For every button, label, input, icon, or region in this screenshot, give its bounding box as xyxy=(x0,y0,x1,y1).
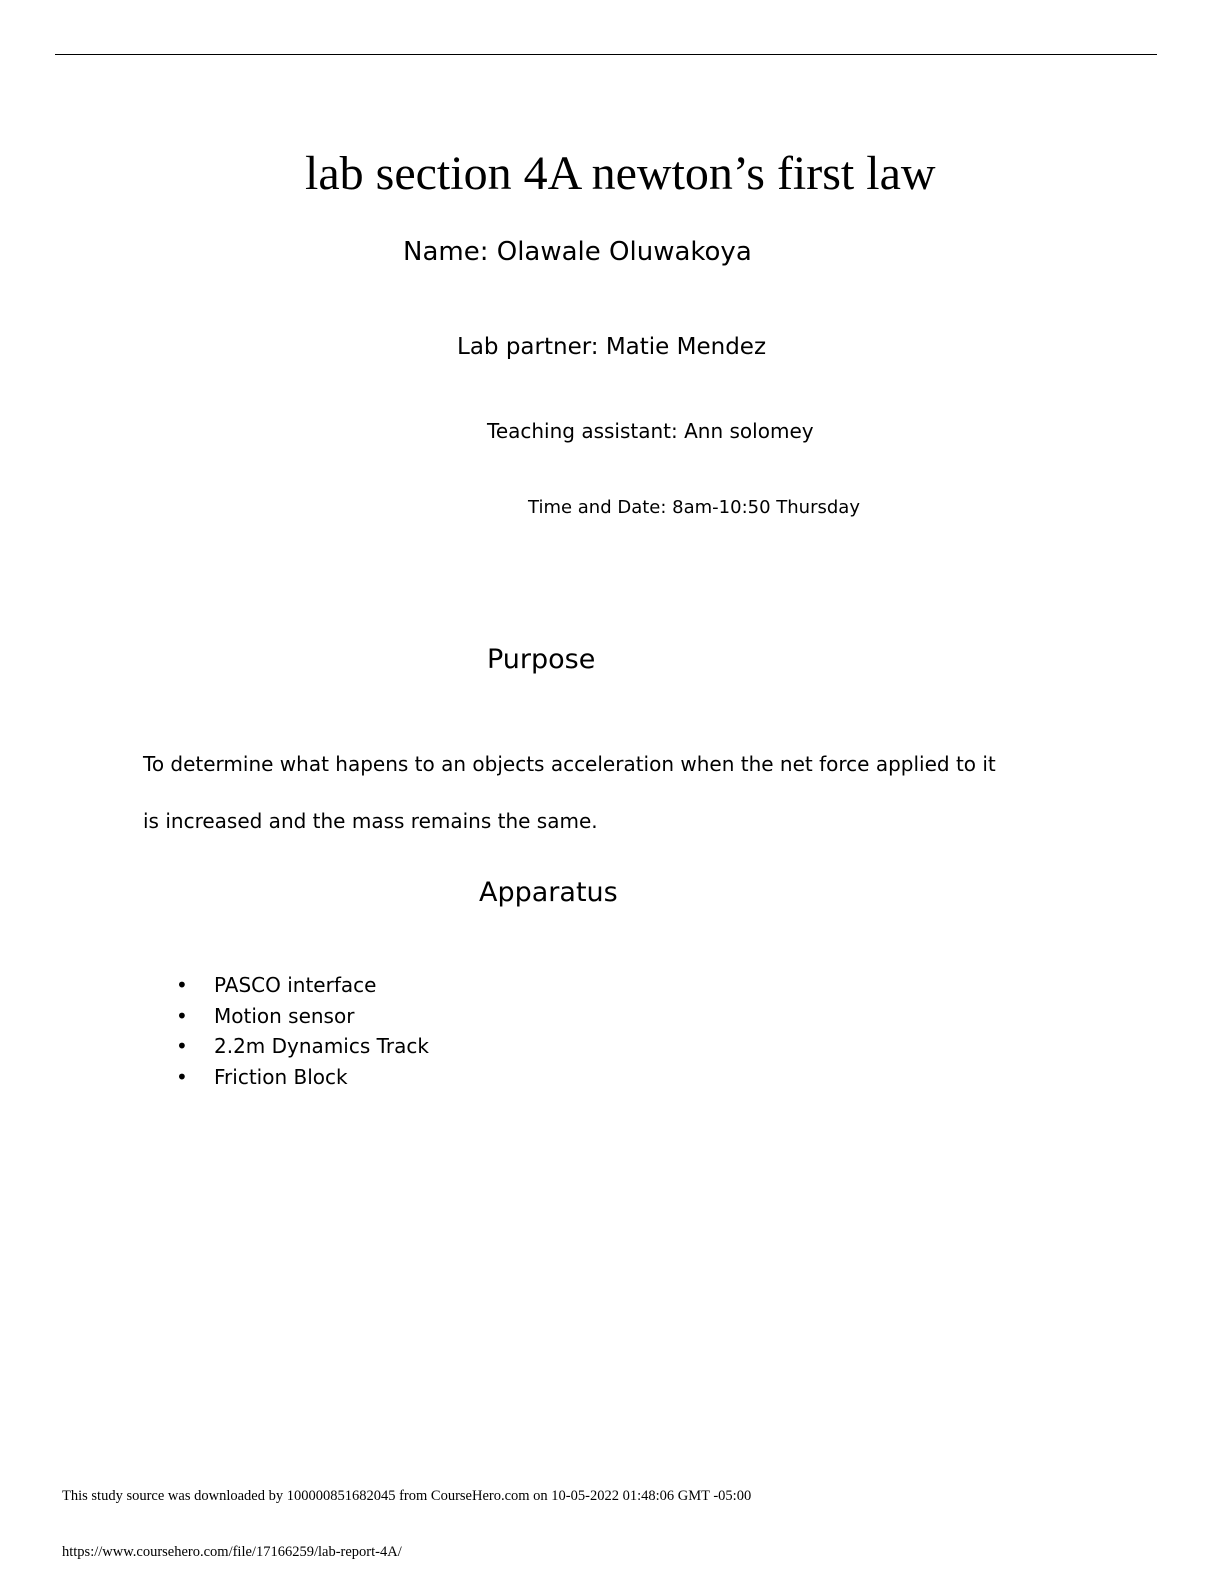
list-item xyxy=(176,1031,429,1062)
lab-partner: Lab partner: Matie Mendez xyxy=(457,334,767,360)
bullet-icon: • xyxy=(176,973,188,997)
apparatus-item: PASCO interface xyxy=(214,973,377,997)
apparatus-item: Friction Block xyxy=(214,1064,348,1089)
bullet-icon: • xyxy=(176,1064,188,1089)
bullet-icon: • xyxy=(176,1003,188,1028)
purpose-text: To determine what hapens to an objects acceleration when the net force applied to it is increased and the mass remains the same. xyxy=(143,752,996,833)
student-name: Name: Olawale Oluwakoya xyxy=(403,237,752,267)
apparatus-item: 2.2m Dynamics Track xyxy=(214,1034,429,1058)
list-item xyxy=(176,1001,429,1032)
list-item xyxy=(176,1062,429,1093)
apparatus-heading: Apparatus xyxy=(479,877,618,908)
source-url: https://www.coursehero.com/file/17166259/lab-report-4A/ xyxy=(62,1544,402,1560)
teaching-assistant: Teaching assistant: Ann solomey xyxy=(487,419,814,443)
document-title: lab section 4A newton’s first law xyxy=(305,147,936,200)
top-divider xyxy=(55,54,1157,55)
purpose-heading: Purpose xyxy=(487,644,596,675)
list-item xyxy=(176,970,429,1001)
apparatus-item: Motion sensor xyxy=(214,1003,355,1028)
apparatus-list xyxy=(176,970,429,1092)
bullet-icon: • xyxy=(176,1034,188,1058)
download-source-note: This study source was downloaded by 100000851682045 from CourseHero.com on 10-05-2022 01:48:06 GMT -05:00 xyxy=(62,1488,752,1504)
time-and-date: Time and Date: 8am-10:50 Thursday xyxy=(528,497,860,518)
